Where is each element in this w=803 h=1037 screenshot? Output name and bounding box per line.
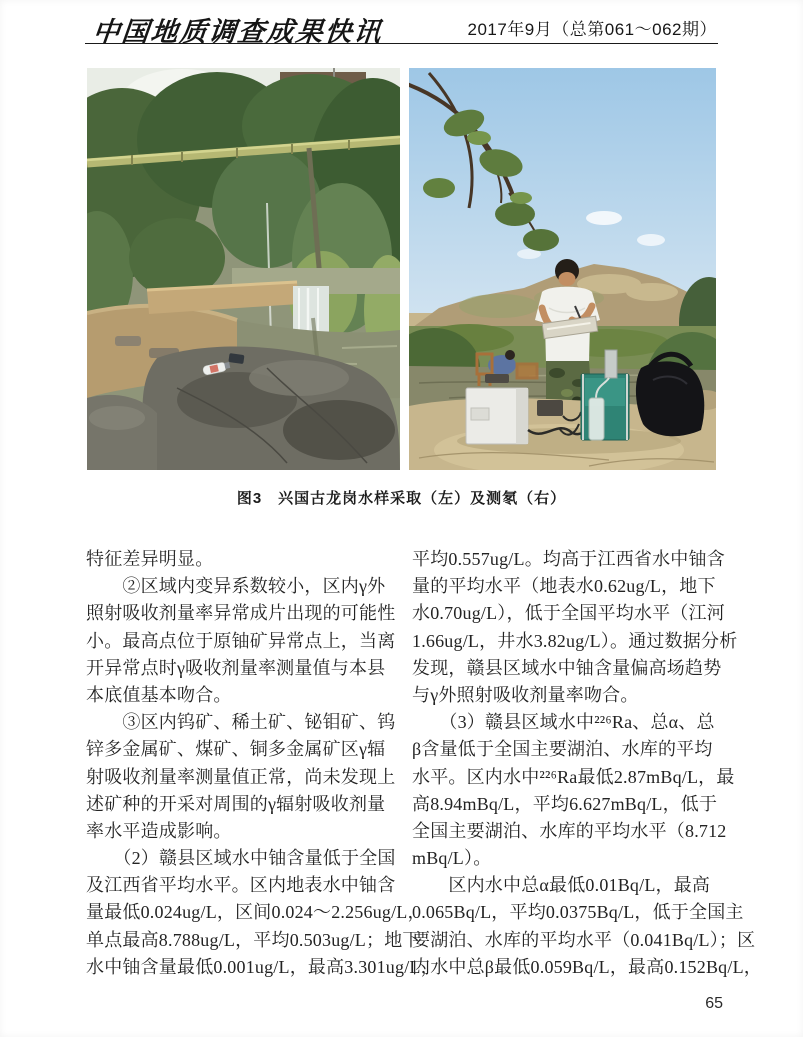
text-line: 发现，赣县区域水中铀含量偏高场趋势 <box>412 657 722 678</box>
text-line: 本底值基本吻合。 <box>86 684 232 705</box>
issue-date-label: 2017年9月（总第061～062期） <box>467 20 717 39</box>
text-line: （3）赣县区域水中²²⁶Ra、总α、总 <box>412 712 715 733</box>
photo-radon-measurement <box>409 68 716 470</box>
text-line: 射吸收剂量率测量值正常，尚未发现上 <box>86 766 396 787</box>
probe-column <box>605 350 617 378</box>
glass-cylinder <box>589 398 604 440</box>
radon-measurement-illustration <box>409 68 716 470</box>
text-line: 水平。区内水中²²⁶Ra最低2.87mBq/L，最 <box>412 766 735 787</box>
text-line: 特征差异明显。 <box>86 549 214 569</box>
text-line: 述矿种的开采对周围的γ辐射吸收剂量 <box>86 793 386 814</box>
photo-water-sampling-site <box>87 68 400 470</box>
text-line: 水中铀含量最低0.001ug/L，最高3.301ug/L， <box>86 956 439 977</box>
text-line: 与γ外照射吸收剂量率吻合。 <box>412 684 639 705</box>
text-line: 1.66ug/L，井水3.82ug/L）。通过数据分析 <box>412 630 738 651</box>
small-device <box>537 400 563 416</box>
stream-scene-illustration <box>87 68 400 470</box>
text-line: ②区域内变异系数较小，区内γ外 <box>86 576 386 597</box>
text-line: 水0.70ug/L），低于全国平均水平（江河 <box>412 603 725 624</box>
text-line: 区内水中总α最低0.01Bq/L，最高 <box>412 875 711 896</box>
text-line: 及江西省平均水平。区内地表水中铀含 <box>86 875 396 896</box>
text-line: 高8.94mBq/L，平均6.627mBq/L，低于 <box>412 793 718 814</box>
text-line: ③区内钨矿、稀土矿、铋钼矿、钨 <box>86 712 396 733</box>
text-line: 单点最高8.788ug/L，平均0.503ug/L；地下 <box>86 929 421 950</box>
text-column-left <box>86 546 439 981</box>
header-divider-rule <box>85 43 718 44</box>
text-line: 率水平造成影响。 <box>86 820 232 841</box>
journal-masthead-title: 中国地质调查成果快讯 <box>91 17 385 48</box>
text-line: 小。最高点位于原铀矿异常点上，当离 <box>86 630 396 651</box>
figure-caption: 图3 兴国古龙岗水样采取（左）及测氡（右） <box>236 490 567 507</box>
text-line: β含量低于全国主要湖泊、水库的平均 <box>412 739 713 760</box>
text-line: （2）赣县区域水中铀含量低于全国 <box>86 848 396 869</box>
text-line: 照射吸收剂量率异常成片出现的可能性 <box>86 603 396 624</box>
text-line: 平均0.557ug/L。均高于江西省水中铀含 <box>412 549 725 569</box>
text-line: 开异常点时γ吸收剂量率测量值与本县 <box>86 657 386 678</box>
text-column-right <box>412 546 762 981</box>
text-line: 量的平均水平（地表水0.62ug/L，地下 <box>412 576 716 597</box>
text-line: 量最低0.024ug/L，区间0.024～2.256ug/L， <box>86 902 426 923</box>
text-line: 锌多金属矿、煤矿、铜多金属矿区γ辐 <box>86 739 386 760</box>
page-number: 65 <box>705 995 723 1012</box>
text-line: 要湖泊、水库的平均水平（0.041Bq/L）；区 <box>412 929 756 950</box>
text-line: 0.065Bq/L，平均0.0375Bq/L，低于全国主 <box>412 902 744 923</box>
text-line: 内水中总β最低0.059Bq/L，最高0.152Bq/L， <box>412 956 762 977</box>
text-line: 全国主要湖泊、水库的平均水平（8.712 <box>412 820 727 841</box>
text-line: mBq/L）。 <box>412 848 492 869</box>
